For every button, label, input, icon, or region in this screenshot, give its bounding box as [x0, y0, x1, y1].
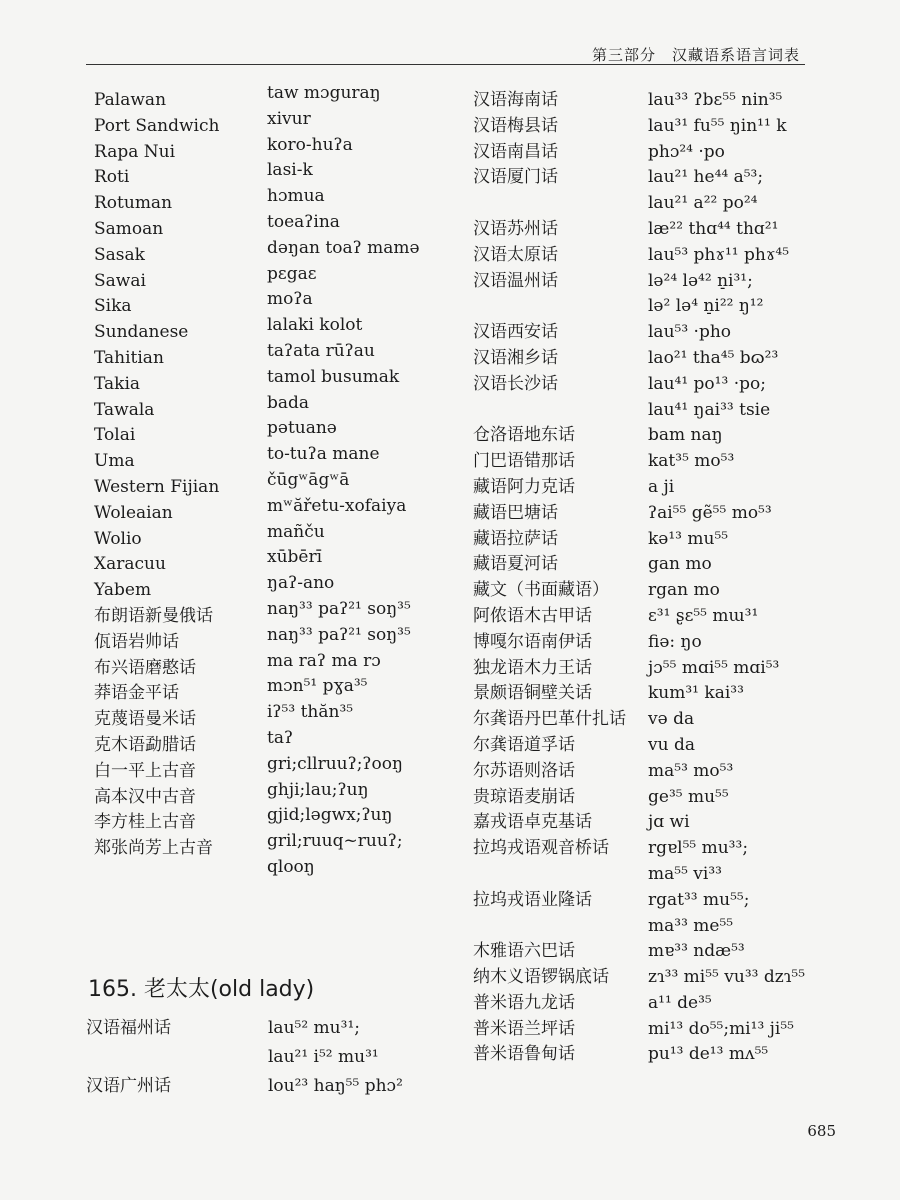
language-column-left	[94, 88, 219, 862]
section-language-column	[86, 1014, 171, 1101]
word-form: və da	[648, 709, 695, 730]
language-name: 拉坞戎语业隆话	[473, 889, 592, 910]
word-form: ma⁵³ mo⁵³	[648, 760, 734, 781]
word-form: lau²¹ i⁵² mu³¹	[268, 1047, 379, 1067]
language-name: 博嘎尔语南伊话	[473, 631, 592, 652]
word-form: lau⁴¹ ŋai³³ tsie	[648, 399, 771, 420]
language-name: 藏语拉萨话	[473, 528, 558, 549]
word-form: rgat³³ mu⁵⁵;	[648, 889, 750, 910]
language-name: 普米语鲁甸话	[473, 1044, 575, 1065]
word-form: fiə: ŋo	[648, 631, 702, 652]
language-column-right	[473, 88, 626, 1068]
language-name: Yabem	[94, 580, 152, 601]
language-name: Rotuman	[94, 193, 173, 214]
language-name: Sika	[94, 296, 132, 317]
word-form: phɔ²⁴ ·po	[648, 141, 725, 162]
word-form: naŋ³³ paʔ²¹ soŋ³⁵	[267, 624, 411, 645]
language-name: 尔龚语丹巴革什扎话	[473, 709, 626, 730]
word-form: mi¹³ do⁵⁵;mi¹³ ji⁵⁵	[648, 1018, 794, 1039]
language-name: Tawala	[94, 399, 155, 420]
language-name: 汉语厦门话	[473, 167, 558, 188]
word-form: lau⁵² mu³¹;	[268, 1018, 360, 1038]
section-form-column	[268, 1014, 403, 1101]
word-form: jɔ⁵⁵ mɑi⁵⁵ mɑi⁵³	[648, 657, 780, 678]
word-form: lau⁵³ ·pho	[648, 322, 732, 343]
word-form: rgɐl⁵⁵ mu³³;	[648, 838, 749, 859]
word-form: ŋaʔ-ano	[267, 573, 335, 594]
language-name: 汉语南昌话	[473, 141, 558, 162]
language-name: 景颇语铜壁关话	[473, 683, 592, 704]
word-form: pɛgaɛ	[267, 263, 317, 284]
word-form: lau²¹ he⁴⁴ a⁵³;	[648, 167, 764, 188]
language-name: 莽语金平话	[94, 683, 179, 704]
word-form: gri;cllruuʔ;ʔooŋ	[267, 753, 403, 774]
word-form-column-right	[648, 88, 805, 1068]
language-name: 尔苏语则洛话	[473, 760, 575, 781]
word-form: dəŋan toaʔ mamə	[267, 237, 420, 258]
word-form: ge³⁵ mu⁵⁵	[648, 786, 729, 807]
word-form: naŋ³³ paʔ²¹ soŋ³⁵	[267, 598, 411, 619]
language-name: 郑张尚芳上古音	[94, 838, 213, 859]
word-form: xivur	[267, 108, 311, 129]
language-name: Western Fijian	[94, 476, 220, 497]
language-name: Wolio	[94, 528, 142, 549]
word-form: mɔn⁵¹ pɣa³⁵	[267, 676, 368, 697]
language-name: Samoan	[94, 218, 164, 239]
word-form: zɿ³³ mi⁵⁵ vu³³ dzɿ⁵⁵	[648, 967, 806, 988]
word-form: mɐ³³ ndæ⁵³	[648, 941, 745, 962]
word-form: qlooŋ	[267, 856, 315, 877]
language-name: Woleaian	[94, 502, 173, 523]
word-form-column-left	[267, 81, 420, 881]
language-name: Palawan	[94, 90, 167, 110]
word-form: lə² lə⁴ n̠i²² ŋ¹²	[648, 296, 764, 317]
header-rule	[86, 64, 805, 65]
language-name	[473, 294, 626, 320]
language-name	[473, 398, 626, 424]
word-form: gjid;ləgwx;ʔuŋ	[267, 805, 393, 826]
word-form: kat³⁵ mo⁵³	[648, 451, 735, 472]
word-form: lasi-k	[267, 160, 313, 181]
language-name: Uma	[94, 451, 135, 472]
language-name	[86, 1043, 171, 1072]
word-form: kə¹³ mu⁵⁵	[648, 528, 729, 549]
language-name: 汉语苏州话	[473, 218, 558, 239]
language-name: 阿侬语木古甲话	[473, 605, 592, 626]
word-form: taw mɔguraŋ	[267, 83, 381, 103]
word-form: mʷăřetu-xofaiya	[267, 495, 407, 516]
language-name: 高本汉中古音	[94, 786, 196, 807]
language-name	[473, 191, 626, 217]
language-name: 拉坞戎语观音桥话	[473, 838, 609, 859]
word-form: lau³¹ fu⁵⁵ ŋin¹¹ k	[648, 115, 787, 136]
word-form: pu¹³ de¹³ mʌ⁵⁵	[648, 1044, 769, 1065]
language-name: 李方桂上古音	[94, 812, 196, 833]
word-form: lau⁴¹ po¹³ ·po;	[648, 373, 766, 394]
language-name: Tolai	[94, 425, 136, 446]
language-name: 布朗语新曼俄话	[94, 605, 213, 626]
word-form: pətuanə	[267, 418, 337, 439]
language-name: Sundanese	[94, 322, 189, 343]
language-name: 布兴语磨憨话	[94, 657, 196, 678]
word-form: rgan mo	[648, 580, 720, 601]
language-name: Roti	[94, 167, 130, 188]
word-form: koro-huʔa	[267, 134, 353, 155]
language-name: 独龙语木力王话	[473, 657, 592, 678]
word-form: lau²¹ a²² po²⁴	[648, 193, 758, 214]
language-name: Xaracuu	[94, 554, 166, 575]
running-header: 第三部分 汉藏语系语言词表	[591, 46, 800, 64]
section-title: 165. 老太太(old lady)	[88, 977, 315, 1002]
language-name: 汉语湘乡话	[473, 347, 558, 368]
language-name: 白一平上古音	[94, 760, 196, 781]
word-form: lə²⁴ lə⁴² n̠i³¹;	[648, 270, 753, 291]
word-form: lau³³ ʔbɛ⁵⁵ nin³⁵	[648, 90, 783, 110]
word-form: moʔa	[267, 289, 313, 310]
language-name: 藏语夏河话	[473, 554, 558, 575]
language-name: 藏文（书面藏语）	[473, 580, 609, 601]
word-form: ma³³ me⁵⁵	[648, 915, 734, 936]
language-name: Port Sandwich	[94, 115, 220, 136]
language-name: 汉语西安话	[473, 322, 558, 343]
language-name: 藏语阿力克话	[473, 476, 575, 497]
language-name: 纳木义语锣锅底话	[473, 967, 609, 988]
word-form: iʔ⁵³ thăn³⁵	[267, 702, 354, 723]
word-form: ma raʔ ma rɔ	[267, 650, 381, 671]
word-form: mañču	[267, 521, 325, 542]
language-name: 尔龚语道孚话	[473, 734, 575, 755]
word-form: gan mo	[648, 554, 712, 575]
word-form: lau⁵³ phɤ¹¹ phɤ⁴⁵	[648, 244, 790, 265]
word-form: taʔata rūʔau	[267, 340, 375, 361]
language-name: Sasak	[94, 244, 145, 265]
word-form: toeaʔina	[267, 211, 340, 232]
language-name: 贵琼语麦崩话	[473, 786, 575, 807]
language-name: 克木语勐腊话	[94, 734, 196, 755]
language-name	[473, 914, 626, 940]
word-form: xūbērī	[267, 547, 323, 568]
language-name: 汉语长沙话	[473, 373, 558, 394]
word-form: ʔai⁵⁵ gẽ⁵⁵ mo⁵³	[648, 502, 772, 523]
word-form: a ji	[648, 476, 675, 497]
word-form: a¹¹ de³⁵	[648, 992, 712, 1013]
language-name: 克蔑语曼米话	[94, 709, 196, 730]
word-form: jɑ wi	[648, 812, 690, 833]
word-form: ma⁵⁵ vi³³	[648, 863, 722, 884]
word-form: gril;ruuq~ruuʔ;	[267, 831, 403, 852]
language-name: 门巴语错那话	[473, 451, 575, 472]
word-form: taʔ	[267, 727, 294, 748]
word-form: hɔmua	[267, 186, 325, 207]
language-name: Rapa Nui	[94, 141, 176, 162]
word-form: ɛ³¹ ʂɛ⁵⁵ mɯ³¹	[648, 605, 759, 626]
language-name: 汉语海南话	[473, 90, 558, 110]
language-name: 汉语梅县话	[473, 115, 558, 136]
word-form: bam naŋ	[648, 425, 723, 446]
word-form: kum³¹ kai³³	[648, 683, 744, 704]
language-name: Takia	[94, 373, 141, 394]
word-form: lalaki kolot	[267, 315, 363, 336]
language-name: 佤语岩帅话	[94, 631, 179, 652]
language-name: Sawai	[94, 270, 146, 291]
word-form: tamol busumak	[267, 366, 400, 387]
language-name: 汉语温州话	[473, 270, 558, 291]
word-form: bada	[267, 392, 310, 413]
language-name: 仓洛语地东话	[473, 425, 575, 446]
language-name: 普米语九龙话	[473, 992, 575, 1013]
language-name: 嘉戎语卓克基话	[473, 812, 592, 833]
word-form: læ²² thɑ⁴⁴ thɑ²¹	[648, 218, 779, 239]
language-name: 汉语福州话	[86, 1018, 171, 1038]
word-form: to-tuʔa mane	[267, 444, 380, 465]
word-form: čūgʷāgʷā	[267, 469, 350, 490]
page-number: 685	[807, 1122, 836, 1140]
language-name: Tahitian	[94, 347, 164, 368]
word-form: lou²³ haŋ⁵⁵ phɔ²	[268, 1076, 403, 1096]
language-name: 普米语兰坪话	[473, 1018, 575, 1039]
language-name: 汉语广州话	[86, 1076, 171, 1096]
language-name: 藏语巴塘话	[473, 502, 558, 523]
word-form: lao²¹ tha⁴⁵ bɷ²³	[648, 347, 779, 368]
word-form: vu da	[648, 734, 695, 755]
language-name: 木雅语六巴话	[473, 941, 575, 962]
word-form: ghji;lau;ʔuŋ	[267, 779, 369, 800]
language-name: 汉语太原话	[473, 244, 558, 265]
language-name	[473, 862, 626, 888]
